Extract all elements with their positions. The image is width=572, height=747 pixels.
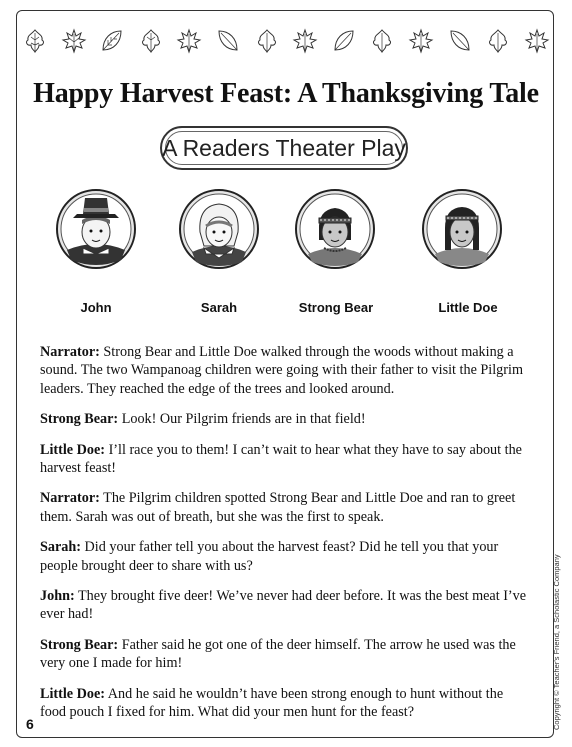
speaker-label: Little Doe:: [40, 685, 106, 702]
oval-leaf-icon: [331, 28, 357, 54]
speaker-label: Sarah:: [40, 539, 81, 556]
speaker-label: Narrator:: [40, 344, 100, 360]
line-text: Father said he got one of the deer himself. The arrow he used was the very one I made for him!: [40, 636, 516, 672]
script-line: [40, 343, 530, 398]
character-name-sarah: Sarah: [200, 300, 238, 315]
character-name-john: John: [80, 300, 112, 315]
page-title: Happy Harvest Feast: A Thanksgiving Tale: [33, 78, 539, 109]
line-text: Strong Bear and Little Doe walked through the woods without making a sound. The two Wampanoag children were going with their father to visit the Pilgrim leaders. They reached the edge of the trees and looked around.: [40, 344, 523, 397]
line-text: They brought five deer! We’ve never had deer before. It was the best meat I’ve ever had!: [40, 588, 527, 623]
page-number: 6: [26, 716, 34, 732]
maple-leaf-icon: [61, 28, 87, 54]
maple-leaf-icon: [292, 28, 318, 54]
pilgrim-boy-portrait-icon: [55, 188, 137, 270]
speaker-label: Little Doe:: [40, 441, 106, 458]
copyright-notice: Copyright © Teacher's Friend, a Scholastic Company: [552, 554, 561, 730]
script-line: [40, 538, 530, 575]
oak-leaf-icon: [22, 28, 48, 54]
script-line: [40, 410, 530, 428]
maple-leaf-icon: [176, 28, 202, 54]
character-name-strong-bear: Strong Bear: [298, 300, 374, 315]
speaker-label: Strong Bear:: [40, 636, 119, 653]
leaf-border-decoration: [22, 24, 550, 58]
subtitle-text: A Readers Theater Play: [162, 134, 406, 161]
line-text: The Pilgrim children spotted Strong Bear and Little Doe and ran to greet them. Sarah was out of breath, but she was the first to speak.: [40, 490, 516, 525]
oval-leaf-icon: [447, 28, 473, 54]
speaker-label: John:: [40, 588, 75, 605]
oak-leaf-icon: [138, 28, 164, 54]
maple-leaf-icon: [524, 28, 550, 54]
wampanoag-boy-portrait-icon: [294, 188, 376, 270]
speaker-label: Narrator:: [40, 490, 100, 507]
oak-leaf-icon: [254, 28, 280, 54]
oval-leaf-icon: [215, 28, 241, 54]
oak-leaf-icon: [485, 28, 511, 54]
subtitle-banner: [160, 126, 408, 170]
speaker-label: Strong Bear:: [40, 411, 119, 428]
pilgrim-girl-portrait-icon: [178, 188, 260, 270]
script-line: [40, 441, 530, 478]
oval-leaf-icon: [99, 28, 125, 54]
script-line: [40, 587, 530, 624]
play-script: [40, 343, 530, 734]
script-line: [40, 636, 530, 673]
character-name-little-doe: Little Doe: [438, 300, 498, 315]
line-text: I’ll race you to them! I can’t wait to hear what they have to say about the harvest feast!: [40, 441, 522, 477]
line-text: Did your father tell you about the harvest feast? Did he tell you that your people brought deer to share with us?: [40, 539, 499, 574]
script-line: [40, 489, 530, 526]
maple-leaf-icon: [408, 28, 434, 54]
script-line: [40, 685, 530, 722]
wampanoag-girl-portrait-icon: [421, 188, 503, 270]
oak-leaf-icon: [369, 28, 395, 54]
line-text: Look! Our Pilgrim friends are in that field!: [118, 411, 366, 428]
line-text: And he said he wouldn’t have been strong enough to hunt without the food pouch I fixed for him. What did your men hunt for the feast?: [40, 685, 504, 721]
